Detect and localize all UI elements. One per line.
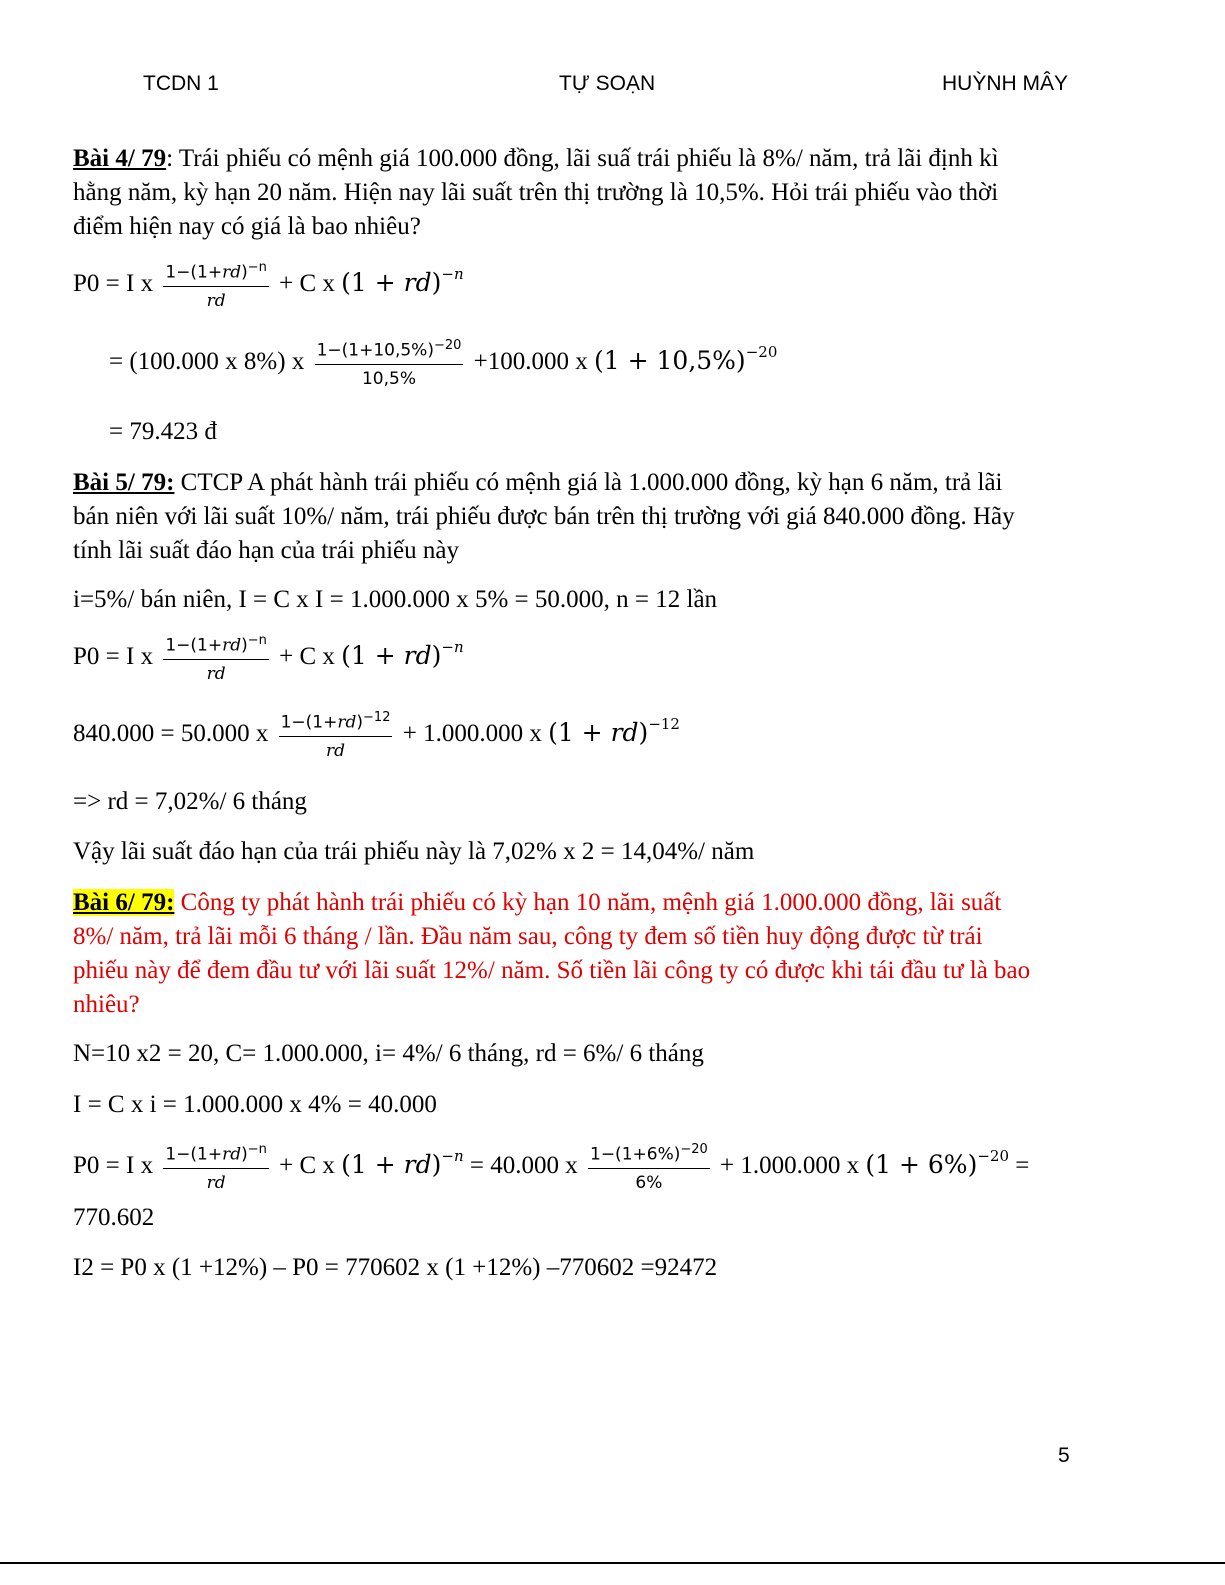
fraction: $\frac{1-(1+rd)^{-n}}{rd}$ xyxy=(165,633,267,684)
bai4-problem: Bài 4/ 79: Trái phiếu có mệnh giá 100.000 đồng, lãi suấ trái phiếu là 8%/ năm, trả lãi định kì hằng năm, kỳ hạn 20 năm. Hiện nay lãi suất trên thị trường là 10,5%. Hỏi trái phiếu vào thời điểm hiện nay có giá là bao nhiêu? xyxy=(73,145,999,240)
bai6-problem: Bài 6/ 79: Công ty phát hành trái phiếu có kỳ hạn 10 năm, mệnh giá 1.000.000 đồng, lãi suất 8%/ năm, trả lãi mỗi 6 tháng / lần. Đầu năm sau, công ty đem số tiền huy động được từ trái phiếu này để đem đầu tư với lãi suất 12%/ năm. Số tiền lãi công ty có được khi tái đầu tư là bao nhiêu? xyxy=(73,889,1031,1018)
bai5-conclusion: Vậy lãi suất đáo hạn của trái phiếu này là 7,02% x 2 = 14,04%/ năm xyxy=(73,838,755,865)
bai5-result-rd: => rd = 7,02%/ 6 tháng xyxy=(73,788,307,815)
bai5-given: i=5%/ bán niên, I = C x I = 1.000.000 x 5% = 50.000, n = 12 lần xyxy=(73,586,718,613)
bai6-given: N=10 x2 = 20, C= 1.000.000, i= 4%/ 6 tháng, rd = 6%/ 6 tháng xyxy=(73,1040,704,1067)
header-left: TCDN 1 xyxy=(143,72,219,95)
bai6-label: Bài 6/ 79: xyxy=(73,889,175,916)
bai5-formula-substituted: 840.000 = 50.000 x $\frac{1-(1+rd)^{-12}}{rd}$ + 1.000.000 x (1 + rd)$^{-12}$ xyxy=(73,710,680,761)
header-right: HUỲNH MÂY xyxy=(942,72,1069,95)
bai5-formula-general: P0 = I x $\frac{1-(1+rd)^{-n}}{rd}$ + C x (1 + rd)$^{-n}$ xyxy=(73,633,464,684)
bai4-formula-general: P0 = I x $\frac{1-(1+rd)^{-n}}{rd}$ + C x (1 + rd)$^{-n}$ xyxy=(73,260,464,311)
bai4-formula-substituted: = (100.000 x 8%) x $\frac{1-(1+10,5\%)^{-20}}{10,5\%}$ +100.000 x $(1 + 10,5\%)^{-20}$ xyxy=(109,338,778,389)
fraction: $\frac{1-(1+rd)^{-n}}{rd}$ xyxy=(165,1142,267,1193)
bottom-rule xyxy=(0,1562,1225,1564)
header-center: TỰ SOẠN xyxy=(559,72,656,95)
fraction: $\frac{1-(1+rd)^{-n}}{rd}$ xyxy=(165,260,267,311)
page-number: 5 xyxy=(1058,1444,1070,1467)
fraction: $\frac{1-(1+rd)^{-12}}{rd}$ xyxy=(280,710,391,761)
bai6-interest: I2 = P0 x (1 +12%) – P0 = 770602 x (1 +12%) –770602 =92472 xyxy=(73,1254,718,1281)
bai6-coupon: I = C x i = 1.000.000 x 4% = 40.000 xyxy=(73,1091,437,1118)
fraction: $\frac{1-(1+10,5\%)^{-20}}{10,5\%}$ xyxy=(316,338,462,389)
bai6-formula: P0 = I x $\frac{1-(1+rd)^{-n}}{rd}$ + C x (1 + rd)$^{-n}$ = 40.000 x $\frac{1-(1+6\%)^{-20}}{6\%}$ + 1.000.000 x $(1 + 6\%)^{-20}$ = xyxy=(73,1142,1030,1193)
bai6-formula-result: 770.602 xyxy=(73,1204,155,1231)
bai5-label: Bài 5/ 79: xyxy=(73,469,175,496)
bai5-problem: Bài 5/ 79: CTCP A phát hành trái phiếu có mệnh giá là 1.000.000 đồng, kỳ hạn 6 năm, trả lãi bán niên với lãi suất 10%/ năm, trái phiếu được bán trên thị trường với giá 840.000 đồng. Hãy tính lãi suất đáo hạn của trái phiếu này xyxy=(73,469,1015,564)
fraction: $\frac{1-(1+6\%)^{-20}}{6\%}$ xyxy=(590,1142,708,1193)
bai4-label: Bài 4/ 79 xyxy=(73,145,167,172)
bai4-result: = 79.423 đ xyxy=(109,418,217,445)
